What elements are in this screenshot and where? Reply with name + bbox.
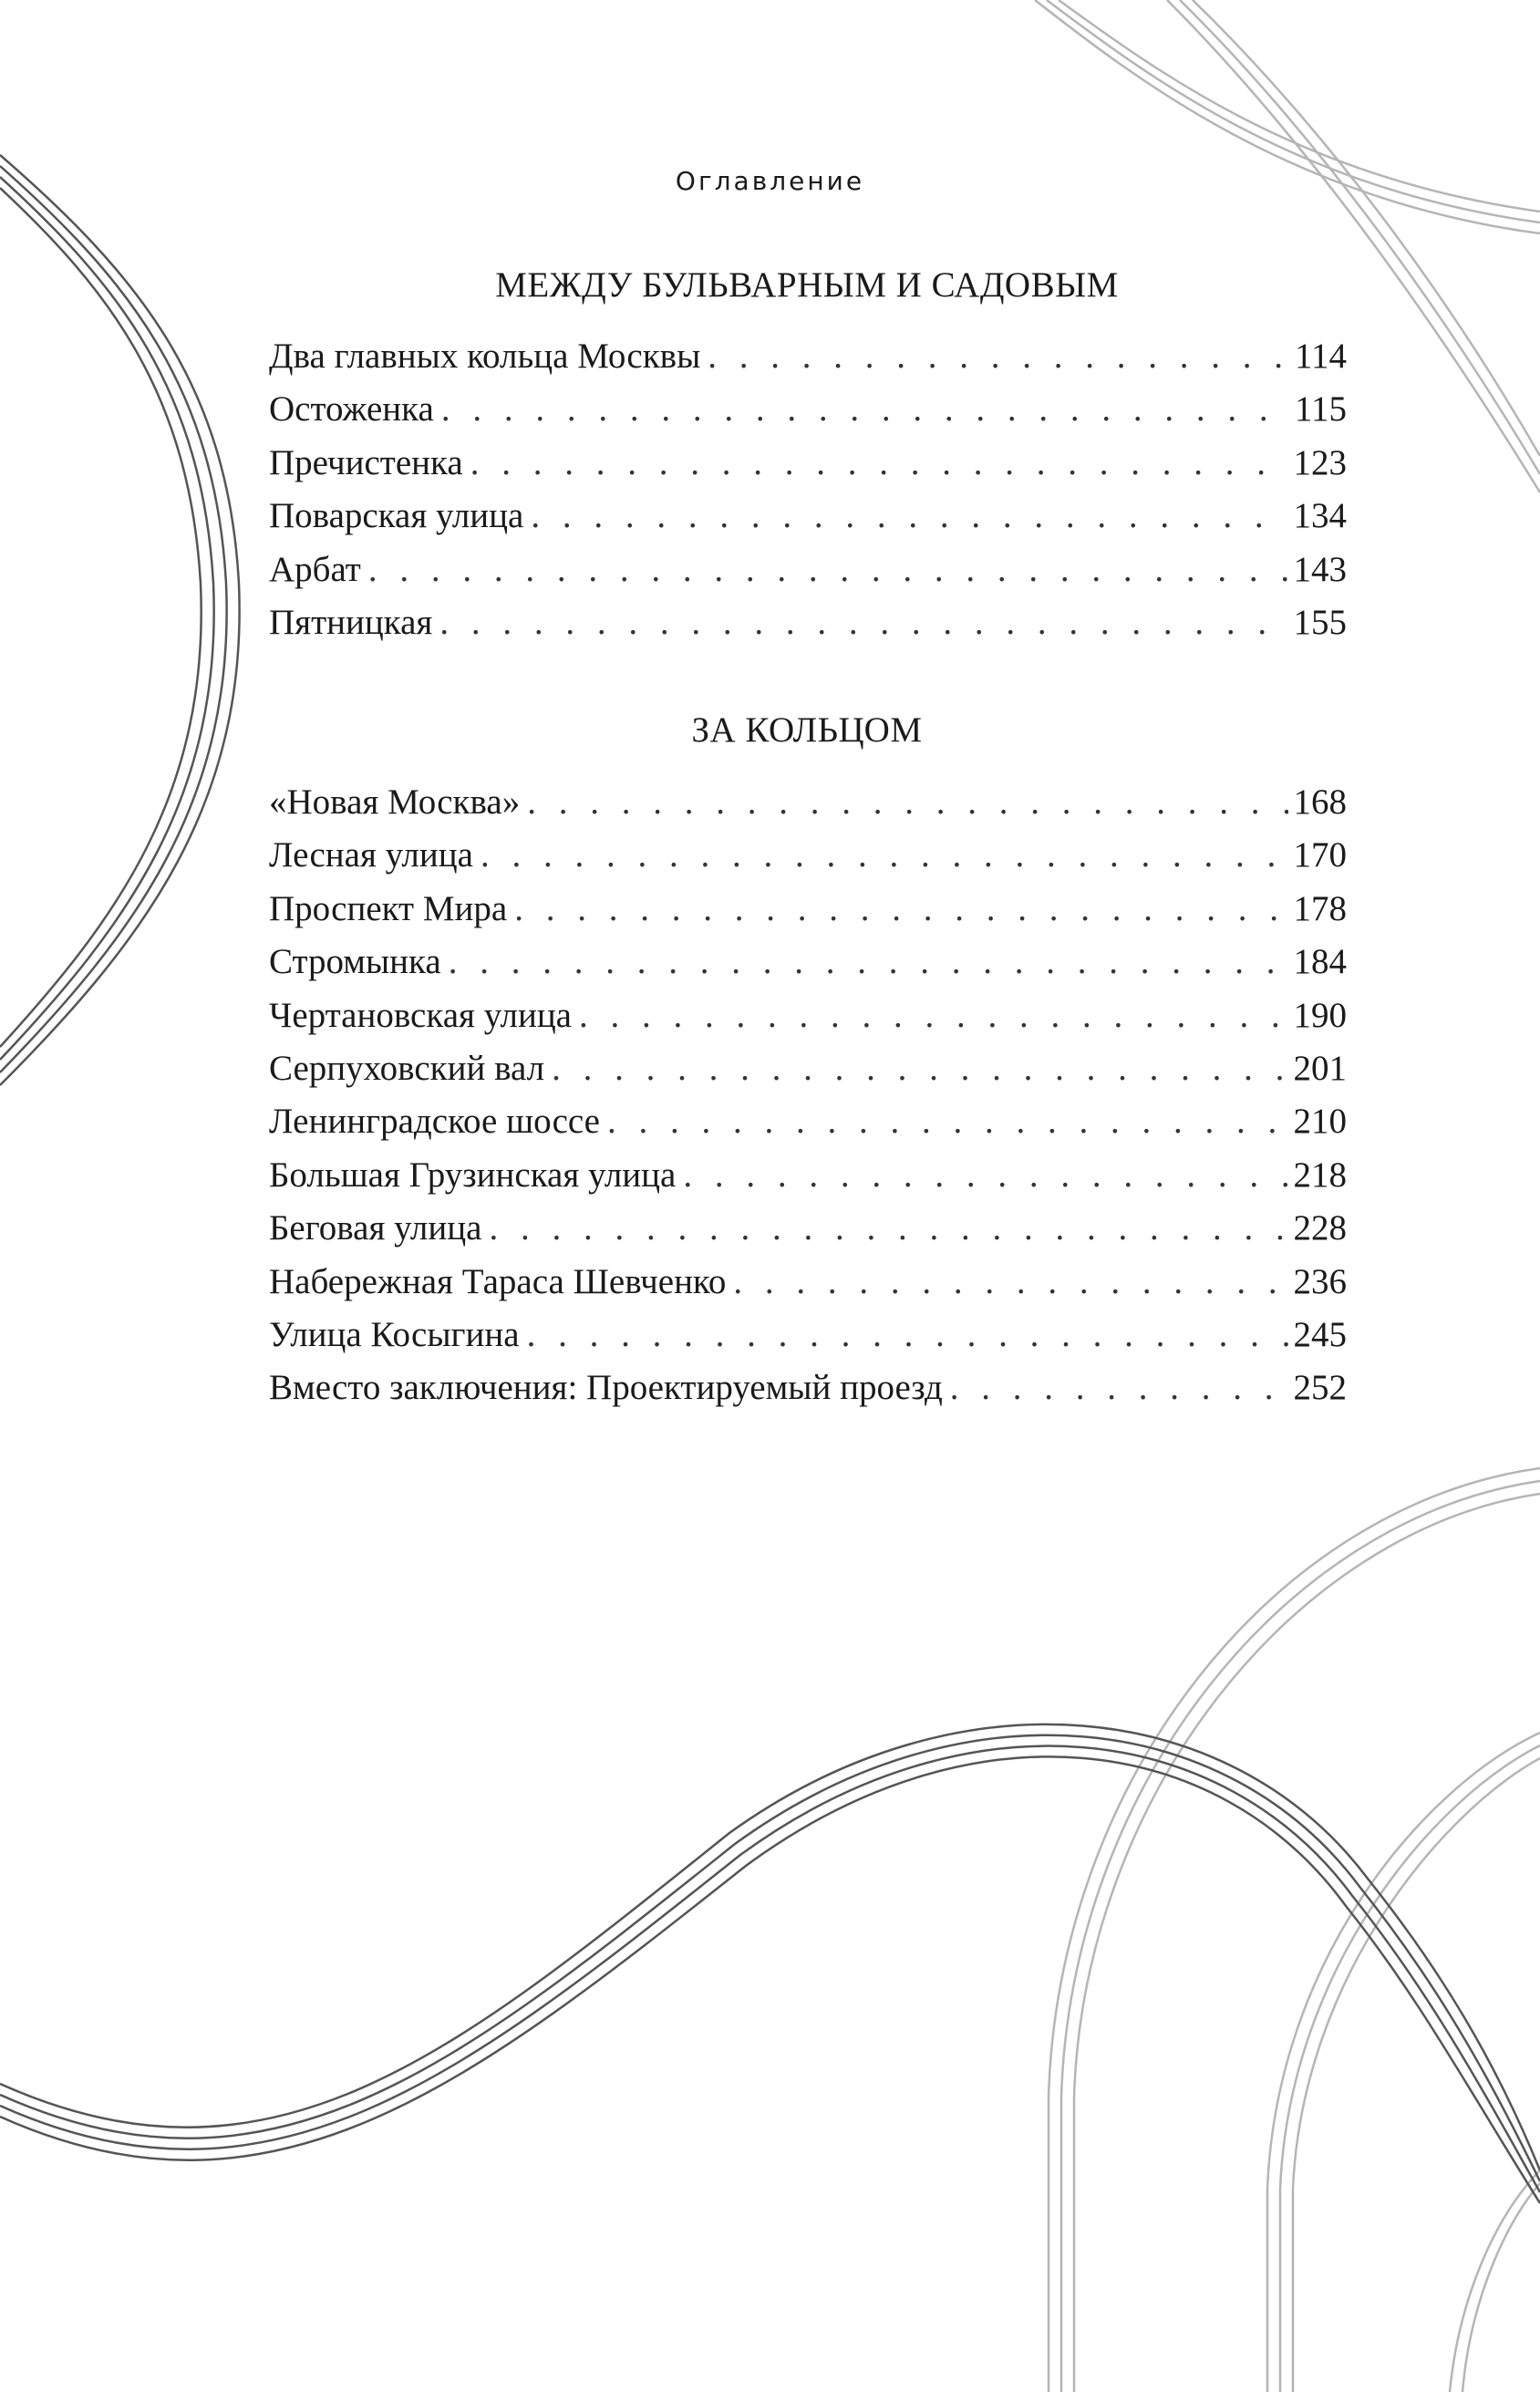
toc-entry-title: Беговая улица <box>269 1208 482 1248</box>
toc-entry[interactable] <box>269 495 1347 548</box>
section-title-1: МЕЖДУ БУЛЬВАРНЫМ И САДОВЫМ <box>495 265 1119 305</box>
toc-entry-title: Два главных кольца Москвы <box>269 337 701 376</box>
toc-entry-page: 201 <box>1293 1048 1347 1088</box>
toc-entry-page: 114 <box>1294 337 1347 376</box>
toc-entry[interactable] <box>269 1261 1347 1314</box>
toc-entry-title: Улица Косыгина <box>269 1314 520 1354</box>
dot-leader <box>733 1261 1287 1302</box>
dot-leader <box>439 602 1287 643</box>
toc-entry-page: 115 <box>1294 389 1347 430</box>
toc-entry-title: Пречистенка <box>269 442 463 482</box>
toc-entry-page: 210 <box>1293 1102 1347 1142</box>
toc-entry-page: 170 <box>1293 835 1347 875</box>
dot-leader <box>552 1048 1287 1089</box>
dot-leader <box>531 495 1287 536</box>
toc-entry[interactable] <box>269 1207 1347 1260</box>
toc-entry-title: Остоженка <box>269 389 434 430</box>
toc-entry-title: Набережная Тараса Шевченко <box>269 1261 727 1301</box>
toc-entry-title: Проспект Мира <box>269 888 508 928</box>
toc-entry[interactable] <box>269 834 1347 887</box>
toc-entry-page: 184 <box>1293 942 1347 982</box>
dot-leader <box>579 995 1288 1036</box>
toc-entry-title: Стромынка <box>269 942 441 982</box>
toc-entry[interactable] <box>269 336 1347 388</box>
toc-entry-page: 143 <box>1293 549 1347 589</box>
toc-entry-title: Поварская улица <box>269 496 524 536</box>
toc-entry-title: Большая Грузинская улица <box>269 1155 677 1195</box>
toc-entry-page: 134 <box>1293 496 1347 536</box>
toc-entry-page: 252 <box>1293 1368 1347 1408</box>
dot-leader <box>368 549 1288 590</box>
toc-entry[interactable] <box>269 1155 1347 1207</box>
toc-entry[interactable] <box>269 388 1347 441</box>
toc-entry-page: 123 <box>1293 442 1347 482</box>
dot-leader <box>527 782 1287 823</box>
dot-leader <box>489 1207 1287 1248</box>
toc-entry-page: 155 <box>1293 602 1347 642</box>
toc-entry-title: Пятницкая <box>269 602 433 642</box>
toc-entry[interactable] <box>269 549 1347 602</box>
toc-entry-title: Чертановская улица <box>269 995 572 1035</box>
toc-entry-title: Вместо заключения: Проектируемый проезд <box>269 1368 943 1408</box>
dot-leader <box>514 888 1287 929</box>
toc-entry[interactable] <box>269 888 1347 941</box>
dot-leader <box>708 336 1289 377</box>
dot-leader <box>449 941 1288 982</box>
dot-leader <box>683 1155 1287 1196</box>
toc-entry-title: Серпуховский вал <box>269 1048 545 1088</box>
toc-entry-page: 245 <box>1293 1314 1347 1354</box>
toc-entry-page: 190 <box>1293 995 1347 1035</box>
toc-entry[interactable] <box>269 442 1347 495</box>
toc-list-2 <box>269 782 1347 1421</box>
toc-entry-title: «Новая Москва» <box>269 782 521 822</box>
toc-entry-page: 218 <box>1293 1155 1347 1195</box>
toc-entry-page: 168 <box>1293 782 1347 822</box>
toc-entry[interactable] <box>269 782 1347 834</box>
dot-leader <box>527 1314 1288 1355</box>
toc-entry[interactable] <box>269 1314 1347 1367</box>
toc-entry-page: 178 <box>1293 888 1347 928</box>
toc-list-1 <box>269 336 1347 655</box>
toc-entry-title: Арбат <box>269 549 361 589</box>
toc-entry[interactable] <box>269 1367 1347 1420</box>
toc-entry[interactable] <box>269 1101 1347 1154</box>
dot-leader <box>441 388 1289 430</box>
toc-entry-page: 228 <box>1293 1208 1347 1248</box>
toc-entry-title: Ленинградское шоссе <box>269 1102 600 1142</box>
toc-entry[interactable] <box>269 1048 1347 1101</box>
toc-entry-page: 236 <box>1293 1261 1347 1301</box>
toc-entry[interactable] <box>269 995 1347 1048</box>
toc-entry[interactable] <box>269 941 1347 994</box>
toc-entry-title: Лесная улица <box>269 835 473 875</box>
dot-leader <box>950 1367 1288 1408</box>
toc-entry[interactable] <box>269 602 1347 655</box>
dot-leader <box>607 1101 1288 1142</box>
running-head: Оглавление <box>675 166 865 196</box>
dot-leader <box>470 442 1288 483</box>
section-title-2: ЗА КОЛЬЦОМ <box>691 710 923 750</box>
dot-leader <box>481 834 1288 875</box>
